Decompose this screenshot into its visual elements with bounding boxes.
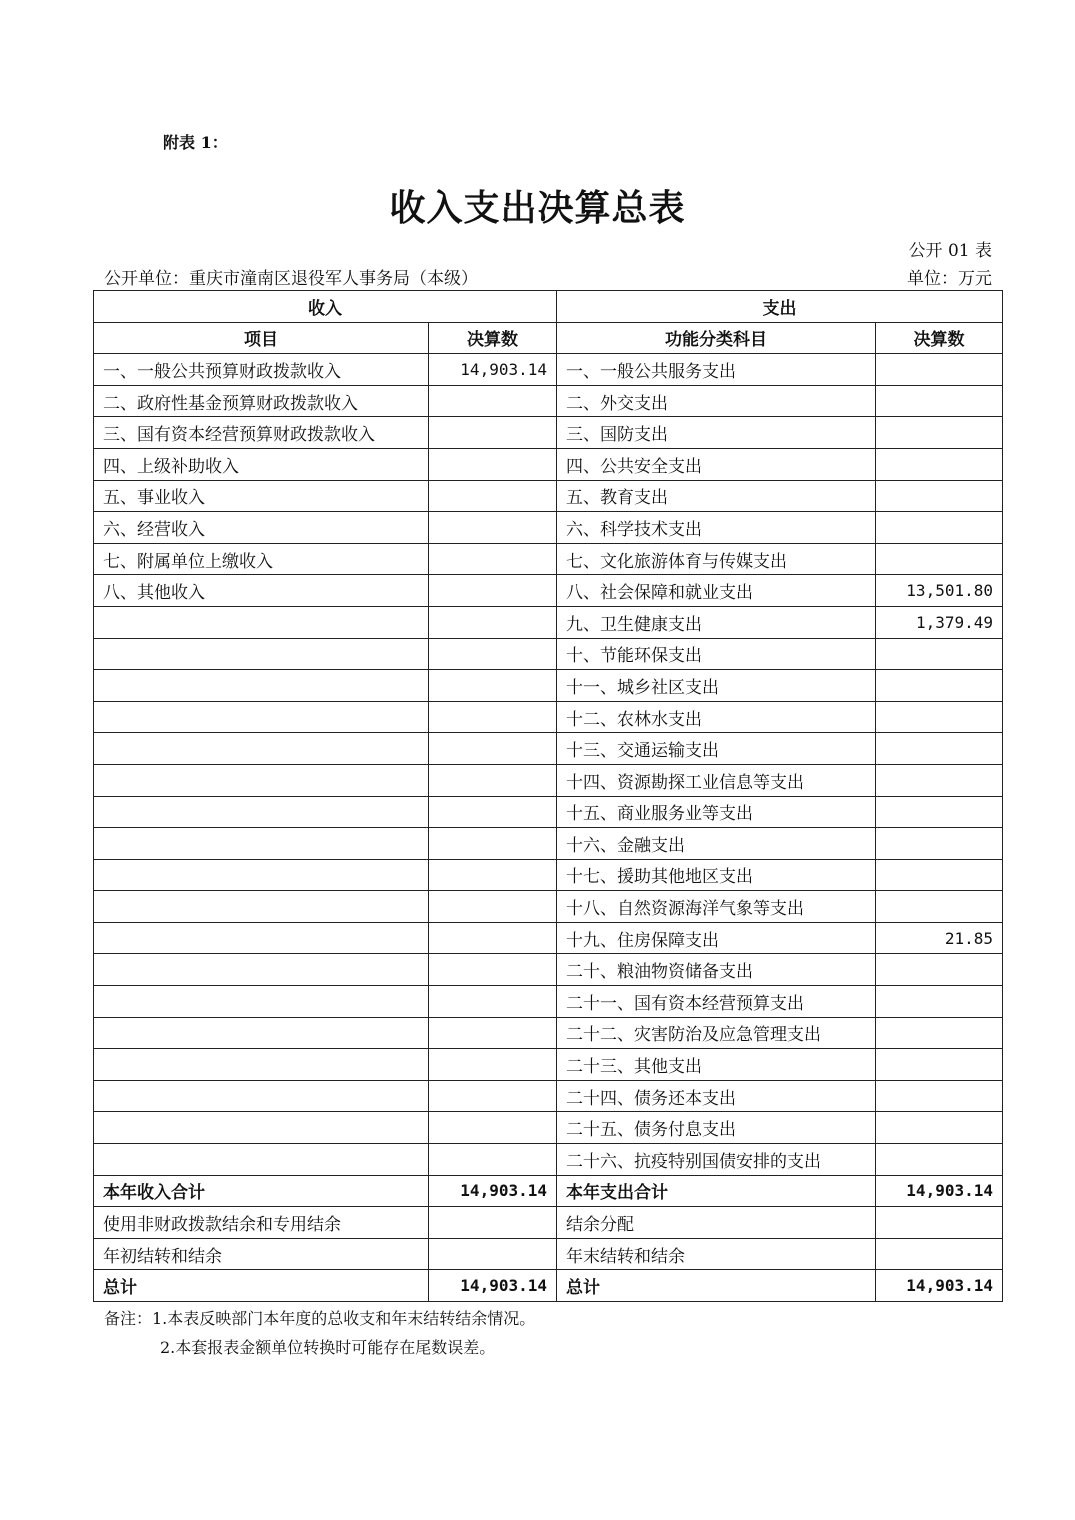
expense-item-cell: 二十三、其他支出 [557, 1049, 876, 1081]
income-item-cell [94, 1049, 429, 1081]
table-row [94, 1207, 1003, 1239]
expense-amount-cell [876, 1112, 1003, 1144]
table-code: 公开 01 表 [908, 241, 992, 261]
table-row [94, 1175, 1003, 1207]
income-amount-cell [429, 986, 557, 1018]
expense-amount-cell [876, 828, 1003, 860]
expense-item-cell: 四、公共安全支出 [557, 448, 876, 480]
income-amount-cell [429, 828, 557, 860]
income-amount-cell [429, 733, 557, 765]
expense-item-cell: 十八、自然资源海洋气象等支出 [557, 891, 876, 923]
expense-item-cell: 一、一般公共服务支出 [557, 354, 876, 386]
table-body [94, 354, 1003, 1302]
income-amount-cell [429, 922, 557, 954]
expense-item-cell: 本年支出合计 [557, 1175, 876, 1207]
expense-item-cell: 十三、交通运输支出 [557, 733, 876, 765]
income-item-cell [94, 1112, 429, 1144]
note-2: 2.本套报表金额单位转换时可能存在尾数误差。 [160, 1338, 496, 1357]
income-amount-cell [429, 1017, 557, 1049]
income-item-cell: 六、经营收入 [94, 512, 429, 544]
table-row [94, 448, 1003, 480]
income-amount-cell [429, 1144, 557, 1176]
expense-item-cell: 十六、金融支出 [557, 828, 876, 860]
expense-item-cell: 三、国防支出 [557, 417, 876, 449]
expense-item-cell: 结余分配 [557, 1207, 876, 1239]
expense-item-cell: 年末结转和结余 [557, 1238, 876, 1270]
expense-item-cell: 二十五、债务付息支出 [557, 1112, 876, 1144]
expense-amount-cell [876, 1049, 1003, 1081]
income-amount-cell [429, 1049, 557, 1081]
expense-header: 支出 [557, 291, 1003, 323]
table-row [94, 606, 1003, 638]
expense-item-cell: 十、节能环保支出 [557, 638, 876, 670]
expense-item-cell: 六、科学技术支出 [557, 512, 876, 544]
table-row [94, 859, 1003, 891]
income-header: 收入 [94, 291, 557, 323]
expense-amount-cell [876, 543, 1003, 575]
table-row [94, 480, 1003, 512]
income-amount-cell: 14,903.14 [429, 1175, 557, 1207]
notes [104, 1304, 535, 1362]
income-amount-cell [429, 448, 557, 480]
income-item-cell [94, 606, 429, 638]
expense-item-cell: 五、教育支出 [557, 480, 876, 512]
expense-item-cell: 七、文化旅游体育与传媒支出 [557, 543, 876, 575]
income-amount-cell [429, 638, 557, 670]
income-amount-cell [429, 1112, 557, 1144]
expense-item-cell: 十四、资源勘探工业信息等支出 [557, 764, 876, 796]
table-row [94, 543, 1003, 575]
income-item-cell [94, 986, 429, 1018]
income-item-cell [94, 1017, 429, 1049]
income-amount-cell [429, 417, 557, 449]
income-item-cell [94, 891, 429, 923]
income-item-cell [94, 1144, 429, 1176]
income-amount-cell [429, 1080, 557, 1112]
income-item-cell: 八、其他收入 [94, 575, 429, 607]
income-item-cell: 七、附属单位上缴收入 [94, 543, 429, 575]
table-row [94, 1017, 1003, 1049]
income-item-cell [94, 701, 429, 733]
currency-unit: 单位：万元 [907, 269, 992, 289]
expense-item-cell: 十一、城乡社区支出 [557, 670, 876, 702]
expense-amount-cell [876, 1144, 1003, 1176]
table-row [94, 670, 1003, 702]
expense-amount-cell [876, 891, 1003, 923]
income-amount-cell [429, 859, 557, 891]
income-item-cell: 总计 [94, 1270, 429, 1302]
income-item-cell: 五、事业收入 [94, 480, 429, 512]
income-amount-cell [429, 891, 557, 923]
expense-item-cell: 二十六、抗疫特别国债安排的支出 [557, 1144, 876, 1176]
income-item-cell: 四、上级补助收入 [94, 448, 429, 480]
income-amount-cell [429, 385, 557, 417]
table-row [94, 733, 1003, 765]
table-row [94, 1144, 1003, 1176]
table-row [94, 828, 1003, 860]
income-amount-cell [429, 1207, 557, 1239]
expense-amount-cell [876, 1080, 1003, 1112]
table-row [94, 354, 1003, 386]
note-1: 备注：1.本表反映部门本年度的总收支和年末结转结余情况。 [104, 1309, 536, 1328]
expense-item-cell: 十二、农林水支出 [557, 701, 876, 733]
expense-amount-cell [876, 512, 1003, 544]
header-row-columns [94, 322, 1003, 354]
expense-amount-cell [876, 448, 1003, 480]
expense-item-cell: 二十、粮油物资储备支出 [557, 954, 876, 986]
income-item-cell [94, 954, 429, 986]
table-row [94, 575, 1003, 607]
expense-amount-cell [876, 638, 1003, 670]
expense-amount-cell [876, 670, 1003, 702]
table-row [94, 986, 1003, 1018]
income-item-header: 项目 [94, 322, 429, 354]
table-row [94, 891, 1003, 923]
table-row [94, 385, 1003, 417]
expense-amount-cell [876, 417, 1003, 449]
expense-amount-cell [876, 986, 1003, 1018]
income-amount-cell [429, 796, 557, 828]
income-item-cell: 二、政府性基金预算财政拨款收入 [94, 385, 429, 417]
income-amount-cell [429, 954, 557, 986]
income-amount-cell: 14,903.14 [429, 1270, 557, 1302]
expense-amount-header: 决算数 [876, 322, 1003, 354]
expense-amount-cell [876, 764, 1003, 796]
table-row [94, 1049, 1003, 1081]
income-amount-header: 决算数 [429, 322, 557, 354]
income-item-cell: 本年收入合计 [94, 1175, 429, 1207]
expense-amount-cell: 1,379.49 [876, 606, 1003, 638]
income-amount-cell [429, 764, 557, 796]
table-row [94, 1238, 1003, 1270]
expense-item-cell: 十七、援助其他地区支出 [557, 859, 876, 891]
income-amount-cell [429, 670, 557, 702]
expense-item-cell: 二十二、灾害防治及应急管理支出 [557, 1017, 876, 1049]
expense-item-cell: 二十四、债务还本支出 [557, 1080, 876, 1112]
expense-amount-cell [876, 733, 1003, 765]
income-item-cell [94, 1080, 429, 1112]
expense-amount-cell: 14,903.14 [876, 1175, 1003, 1207]
table-row [94, 764, 1003, 796]
expense-amount-cell [876, 1207, 1003, 1239]
expense-amount-cell [876, 480, 1003, 512]
expense-item-cell: 二、外交支出 [557, 385, 876, 417]
expense-item-cell: 八、社会保障和就业支出 [557, 575, 876, 607]
reporting-unit: 公开单位：重庆市潼南区退役军人事务局（本级） [104, 269, 478, 289]
income-item-cell: 一、一般公共预算财政拨款收入 [94, 354, 429, 386]
income-item-cell [94, 859, 429, 891]
income-item-cell [94, 828, 429, 860]
expense-amount-cell [876, 859, 1003, 891]
income-amount-cell [429, 480, 557, 512]
expense-amount-cell: 13,501.80 [876, 575, 1003, 607]
expense-amount-cell [876, 954, 1003, 986]
table-row [94, 1112, 1003, 1144]
expense-item-cell: 九、卫生健康支出 [557, 606, 876, 638]
income-amount-cell: 14,903.14 [429, 354, 557, 386]
income-amount-cell [429, 575, 557, 607]
table-row [94, 512, 1003, 544]
income-item-cell [94, 922, 429, 954]
expense-amount-cell: 14,903.14 [876, 1270, 1003, 1302]
table-row [94, 417, 1003, 449]
table-row [94, 1080, 1003, 1112]
expense-item-cell: 总计 [557, 1270, 876, 1302]
table-row [94, 922, 1003, 954]
income-amount-cell [429, 512, 557, 544]
income-expense-table [93, 290, 1003, 1302]
table-row [94, 796, 1003, 828]
expense-item-cell: 二十一、国有资本经营预算支出 [557, 986, 876, 1018]
income-item-cell [94, 670, 429, 702]
income-item-cell: 年初结转和结余 [94, 1238, 429, 1270]
table-row [94, 701, 1003, 733]
table-row [94, 638, 1003, 670]
income-item-cell [94, 764, 429, 796]
income-amount-cell [429, 701, 557, 733]
income-item-cell: 使用非财政拨款结余和专用结余 [94, 1207, 429, 1239]
income-item-cell [94, 733, 429, 765]
expense-item-header: 功能分类科目 [557, 322, 876, 354]
expense-amount-cell [876, 701, 1003, 733]
expense-amount-cell [876, 1238, 1003, 1270]
expense-amount-cell: 21.85 [876, 922, 1003, 954]
income-amount-cell [429, 1238, 557, 1270]
expense-item-cell: 十五、商业服务业等支出 [557, 796, 876, 828]
table-row [94, 954, 1003, 986]
table-row [94, 1270, 1003, 1302]
expense-amount-cell [876, 385, 1003, 417]
income-amount-cell [429, 606, 557, 638]
income-item-cell: 三、国有资本经营预算财政拨款收入 [94, 417, 429, 449]
page-title: 收入支出决算总表 [389, 187, 686, 229]
expense-amount-cell [876, 354, 1003, 386]
expense-amount-cell [876, 796, 1003, 828]
appendix-label: 附表 1： [163, 133, 228, 152]
income-item-cell [94, 796, 429, 828]
expense-amount-cell [876, 1017, 1003, 1049]
income-amount-cell [429, 543, 557, 575]
expense-item-cell: 十九、住房保障支出 [557, 922, 876, 954]
header-row-group [94, 291, 1003, 323]
income-item-cell [94, 638, 429, 670]
